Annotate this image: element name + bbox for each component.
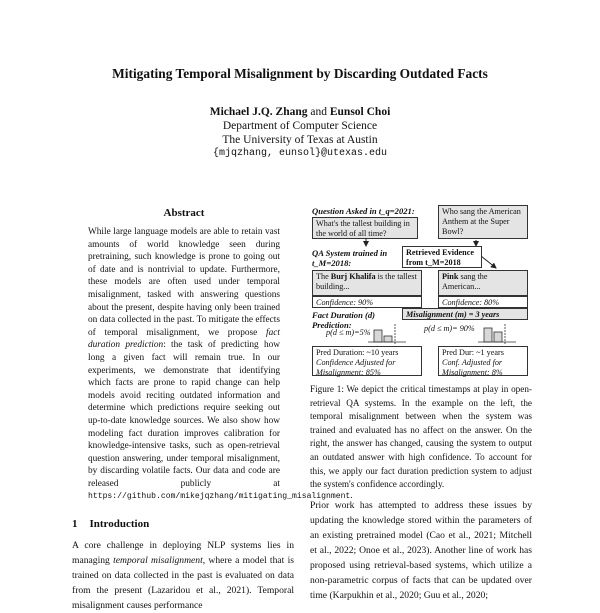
section-heading-introduction <box>72 518 161 530</box>
abstract-emphasis: fact duration prediction <box>88 327 280 351</box>
figure-caption: Figure 1: We depict the critical timestamps at play in open-retrieval QA systems. In the example on the left, the temporal misalignment between when the system was trained and evaluated has no affect on the answer. On the right, the answer has changed, causing the system to output an outdated answer with high confidence. To account for this, we apply our fact duration prediction system to adjust the system's confidence accordingly. <box>310 384 532 490</box>
abstract-text-1: While large language models are able to retain vast amounts of world knowledge seen during pretraining, such knowledge is prone to going out of date and is nontrivial to update. Furthermore, these models are often used under temporal misalignment, tasked with answering questions about the present, despite having only been trained on data collected in the past. To mitigate the effects of temporal misalignment, we propose <box>88 227 280 338</box>
retrieved-evidence-box: Retrieved Evidence from t_M=2018 <box>402 246 482 268</box>
author-and: and <box>310 106 327 118</box>
prob-left: p(d ≤ m)=5% <box>326 328 371 337</box>
prob-right: p(d ≤ m)= 90% <box>424 324 475 333</box>
author-block <box>0 105 600 161</box>
pred-duration-right: Pred Dur: ~1 years <box>442 348 504 357</box>
section-number: 1 <box>72 518 78 530</box>
qa-system-label: QA System trained in t_M=2018: <box>312 248 388 268</box>
bar-left-1 <box>374 330 382 342</box>
bar-right-1 <box>484 328 492 342</box>
question-box-right: Who sang the American Anthem at the Super Bowl? <box>438 205 528 239</box>
confidence-left: Confidence: 90% <box>312 296 422 308</box>
abstract-end: . <box>350 491 353 502</box>
adjusted-confidence-left: Confidence Adjusted for Misalignment: 85% <box>316 358 396 377</box>
intro-emphasis: temporal misalignment <box>113 555 203 566</box>
author-emails: {mjqzhang, eunsol}@utexas.edu <box>212 148 388 159</box>
answer-left-pre: The <box>316 272 331 281</box>
bar-right-2 <box>494 332 502 342</box>
author-university: The University of Texas at Austin <box>222 134 378 146</box>
prediction-box-right <box>438 346 528 376</box>
prediction-box-left <box>312 346 422 376</box>
answer-box-left <box>312 270 422 296</box>
confidence-right: Confidence: 80% <box>438 296 528 308</box>
intro-text-2: , where a model that is trained on data collected in the past is evaluated on data from the present (Lazaridou et al., 2021). Temporal misalignment causes performance <box>72 555 294 611</box>
code-link[interactable]: https://github.com/mikejqzhang/mitigating_misalignment <box>88 492 351 502</box>
answer-right-entity: Pink <box>442 272 459 281</box>
adjusted-confidence-right: Conf. Adjusted for Misalignment: 8% <box>442 358 503 377</box>
fact-duration-label: Fact Duration (d) Prediction: <box>312 310 376 330</box>
arrow-evidence-right <box>481 256 496 268</box>
misalignment-box: Misalignment (m) = 3 years <box>402 308 528 320</box>
question-label: Question Asked in t_q=2021: <box>312 206 415 216</box>
answer-box-right <box>438 270 528 296</box>
pred-duration-left: Pred Duration: ~10 years <box>316 348 399 357</box>
intro-paragraph <box>72 538 294 613</box>
answer-left-post: is the tallest building... <box>316 272 417 291</box>
author-1: Michael J.Q. Zhang <box>209 106 308 118</box>
intro-text-1: A core challenge in deploying NLP systems lies in managing <box>72 540 294 566</box>
section-title: Introduction <box>89 518 150 530</box>
author-department: Department of Computer Science <box>222 120 378 132</box>
paper-title: Mitigating Temporal Misalignment by Discarding Outdated Facts <box>112 66 488 81</box>
abstract-text-2: : the task of predicting how long a given fact will remain true. In our experiments, we demonstrate that identifying which facts are prone to rapid change can help models avoid reciting outdated information and determine which predictions require seeking out up-to-date knowledge sources. We also show how modeling fact duration improves calibration for knowledge-intensive tasks, such as open-retrieval question answering, under temporal misalignment, by discarding volatile facts. Our data and code are released publicly at <box>88 340 281 489</box>
answer-right-post: sang the American... <box>442 272 488 291</box>
figure-1 <box>306 200 534 376</box>
abstract-heading: Abstract <box>163 207 205 219</box>
question-box-left: What's the tallest building in the world of all time? <box>312 217 418 239</box>
bar-left-2 <box>384 336 392 342</box>
author-2: Eunsol Choi <box>329 106 391 118</box>
right-column-paragraph: Prior work has attempted to address these issues by updating the knowledge stored within the parameters of an existing pretrained model (Cao et al., 2021; Mitchell et al., 2022; Onoe et al., 2023). Another line of work has proposed using retrieval-based systems, which utilize a non-parametric corpus of facts that can be updated over time (Karpukhin et al., 2020; Guu et al., 2020; <box>310 500 532 601</box>
answer-left-entity: Burj Khalifa <box>330 272 376 281</box>
